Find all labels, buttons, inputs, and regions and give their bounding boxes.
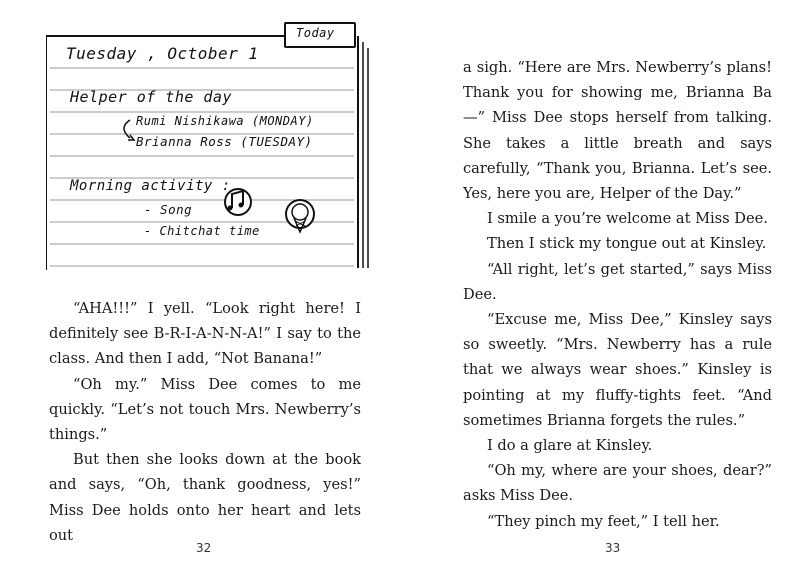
- notebook-frame: [46, 28, 376, 278]
- paragraph: I smile a you’re welcome at Miss Dee.: [487, 210, 768, 228]
- page-number: 32: [196, 541, 212, 555]
- notebook-illustration: [46, 28, 356, 270]
- activity-item: - Song: [144, 202, 193, 217]
- right-page: [405, 0, 810, 588]
- left-page-text: [49, 296, 361, 548]
- paragraph: “AHA!!!” I yell. “Look right here! I definitely see B-R-I-A-N-N-A!” I say to the class. And then I add, “Not Banana!”: [49, 300, 361, 368]
- right-page-text: [463, 55, 772, 534]
- page-number: 33: [605, 541, 621, 555]
- notebook-date: Tuesday , October 1: [66, 44, 259, 63]
- paragraph: But then she looks down at the book and says, “Oh, thank goodness, yes!” Miss Dee holds onto her heart and lets out: [49, 451, 361, 544]
- helper-heading: Helper of the day: [70, 88, 233, 106]
- today-tab-label: Today: [296, 26, 335, 40]
- paragraph: “They pinch my feet,” I tell her.: [487, 512, 720, 530]
- paragraph: “Oh my, where are your shoes, dear?” asks Miss Dee.: [463, 462, 772, 505]
- paragraph: “All right, let’s get started,” says Miss Dee.: [463, 260, 772, 303]
- paragraph: Then I stick my tongue out at Kinsley.: [487, 235, 767, 253]
- paragraph: “Excuse me, Miss Dee,” Kinsley says so sweetly. “Mrs. Newberry has a rule that we always wear shoes.” Kinsley is pointing at my fluffy-tights feet. “And sometimes Brianna forgets the rules.”: [463, 311, 772, 429]
- today-tab: [284, 22, 356, 48]
- paragraph: I do a glare at Kinsley.: [487, 437, 653, 455]
- helper-entry: Brianna Ross (TUESDAY): [136, 134, 313, 149]
- activity-heading: Morning activity :: [70, 178, 231, 194]
- ice-cream-icon: [286, 200, 314, 232]
- activity-item: - Chitchat time: [144, 224, 260, 238]
- helper-entry: Rumi Nishikawa (MONDAY): [136, 114, 314, 128]
- paragraph: “Oh my.” Miss Dee comes to me quickly. “Let’s not touch Mrs. Newberry’s things.”: [49, 375, 361, 444]
- paragraph-continued: a sigh. “Here are Mrs. Newberry’s plans! Thank you for showing me, Brianna Ba—” Miss Dee stops herself from talking. She takes a little breath and says carefully, “Thank you, Brianna. Let’s see. Yes, here you are, Helper of the Day.”: [463, 59, 772, 203]
